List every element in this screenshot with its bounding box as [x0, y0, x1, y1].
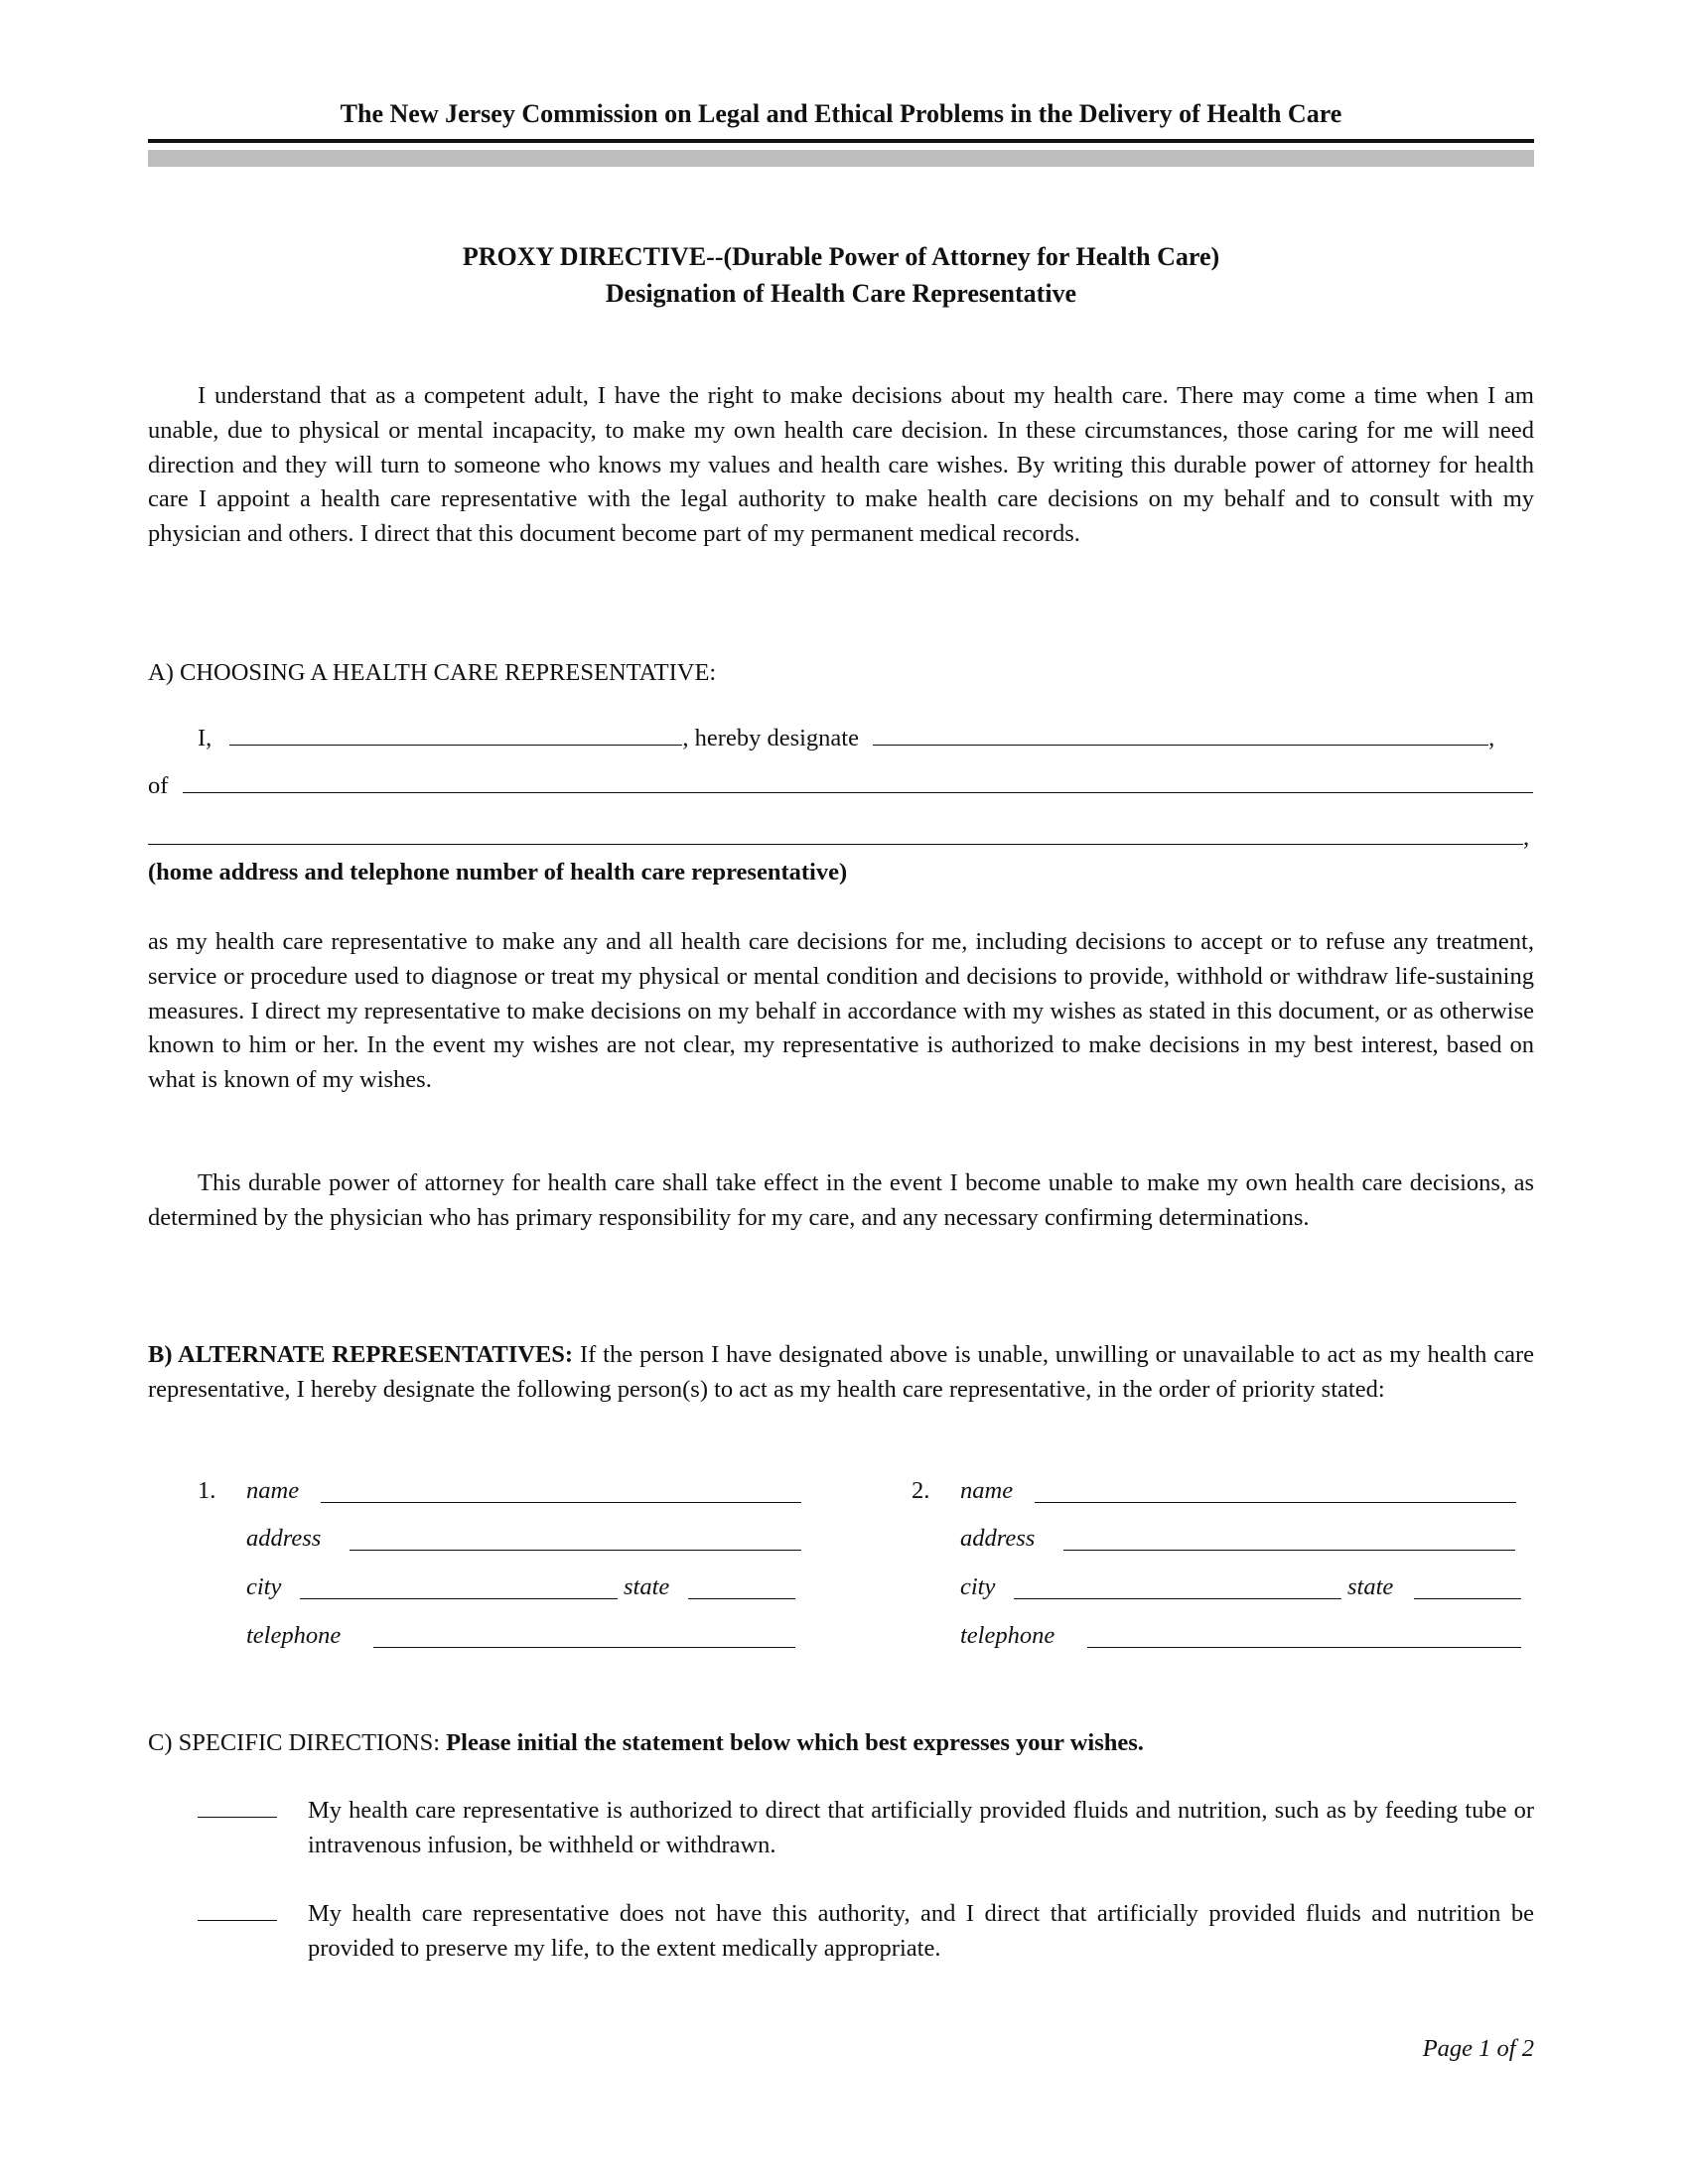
alternate-2-number: 2. [912, 1477, 930, 1504]
alternate-1-address-field[interactable] [350, 1531, 801, 1551]
alternate-1-number: 1. [198, 1477, 216, 1504]
commission-header: The New Jersey Commission on Legal and Ethical Problems in the Delivery of Health Care [340, 99, 1342, 128]
alternate-2-state-field[interactable] [1414, 1579, 1521, 1599]
alternate-1-state-field[interactable] [688, 1579, 795, 1599]
option-2-text: My health care representative does not have this authority, and I direct that artificially provided fluids and nutrition be provided to preserve my life, to the extent medically appropriate. [308, 1900, 1534, 1962]
alternate-1-name-label: name [246, 1477, 300, 1504]
alternate-1-address-label: address [246, 1525, 322, 1552]
direction-option-1 [198, 1794, 1534, 1863]
alternate-1-telephone-label: telephone [246, 1622, 342, 1649]
header-gray-bar [148, 150, 1534, 167]
intro-paragraph: I understand that as a competent adult, I have the right to make decisions about my health care. There may come a time when I am unable, due to physical or mental incapacity, to make my own health care decision. In these circumstances, those caring for me will need direction and they will turn to someone who knows my values and health care wishes. By writing this durable power of attorney for health care I appoint a health care representative with the legal authority to make health care decisions on my behalf and to consult with my physician and others. I direct that this document become part of my permanent medical records. [148, 382, 1534, 548]
title-line-2: Designation of Health Care Representative [605, 279, 1077, 308]
alternate-2-telephone-label: telephone [960, 1622, 1055, 1649]
alternate-1-city-field[interactable] [300, 1579, 618, 1599]
declarant-name-field[interactable] [229, 726, 682, 746]
comma: , [1488, 725, 1495, 751]
direction-option-2 [198, 1897, 1534, 1967]
alternate-2-name-field[interactable] [1035, 1483, 1516, 1503]
alternate-1-name-field[interactable] [321, 1483, 801, 1503]
alternates-block [0, 1477, 1688, 1676]
header-rule [148, 139, 1534, 143]
representative-address-field-1[interactable] [183, 773, 1533, 793]
alternate-2-name-label: name [960, 1477, 1014, 1504]
page-number: Page 1 of 2 [1422, 2035, 1534, 2062]
alternate-2-city-field[interactable] [1014, 1579, 1341, 1599]
section-c-line [148, 1726, 1534, 1761]
authority-paragraph: as my health care representative to make any and all health care decisions for me, including decisions to accept or to refuse any treatment, service or procedure used to diagnose or treat my physical or mental condition and decisions to provide, withhold or withdraw life-sustaining measures. I direct my representative to make decisions on my behalf in accordance with my wishes as stated in this document, or as otherwise known to him or her. In the event my wishes are not clear, my representative is authorized to make decisions in my best interest, based on what is known of my wishes. [148, 928, 1534, 1094]
designation-row [148, 725, 1534, 758]
title-line-1: PROXY DIRECTIVE--(Durable Power of Attorney for Health Care) [462, 242, 1220, 271]
comma: , [1523, 824, 1530, 851]
section-c-instruction: Please initial the statement below which best expresses your wishes. [440, 1729, 1144, 1756]
section-b-text: If the person I have designated above is unable, unwilling or unavailable to act as my health care representative, I hereby designate the following person(s) to act as my health care representative, in the order of priority stated: [148, 1341, 1534, 1403]
alternate-1-state-label: state [624, 1573, 670, 1600]
i-label: I, [198, 725, 212, 751]
alternate-2-address-field[interactable] [1063, 1531, 1515, 1551]
alternate-1-city-label: city [246, 1573, 282, 1600]
representative-name-field[interactable] [873, 726, 1488, 746]
alternate-2-state-label: state [1347, 1573, 1394, 1600]
alternate-2-address-label: address [960, 1525, 1036, 1552]
document-title [148, 238, 1534, 312]
address-caption: (home address and telephone number of health care representative) [148, 859, 848, 886]
alternate-2-city-label: city [960, 1573, 996, 1600]
alternate-2-telephone-field[interactable] [1087, 1628, 1521, 1648]
option-1-initials-field[interactable] [198, 1794, 277, 1818]
address-row-1 [148, 772, 1534, 806]
of-label: of [148, 772, 169, 799]
address-row-2 [148, 824, 1534, 858]
alternate-1-telephone-field[interactable] [373, 1628, 795, 1648]
representative-address-field-2[interactable] [148, 825, 1523, 845]
effect-paragraph: This durable power of attorney for health care shall take effect in the event I become unable to make my own health care decisions, as determined by the physician who has primary responsibility for my care, and any necessary confirming determinations. [148, 1169, 1534, 1231]
option-1-text: My health care representative is authorized to direct that artificially provided fluids and nutrition, such as by feeding tube or intravenous infusion, be withheld or withdrawn. [308, 1797, 1534, 1858]
designate-label: , hereby designate [682, 725, 859, 751]
section-b-paragraph [148, 1338, 1534, 1408]
section-a-heading: A) CHOOSING A HEALTH CARE REPRESENTATIVE: [148, 659, 717, 686]
section-c-heading: C) SPECIFIC DIRECTIONS: [148, 1729, 441, 1756]
option-2-initials-field[interactable] [198, 1897, 277, 1921]
section-b-heading: B) ALTERNATE REPRESENTATIVES: [148, 1341, 574, 1368]
